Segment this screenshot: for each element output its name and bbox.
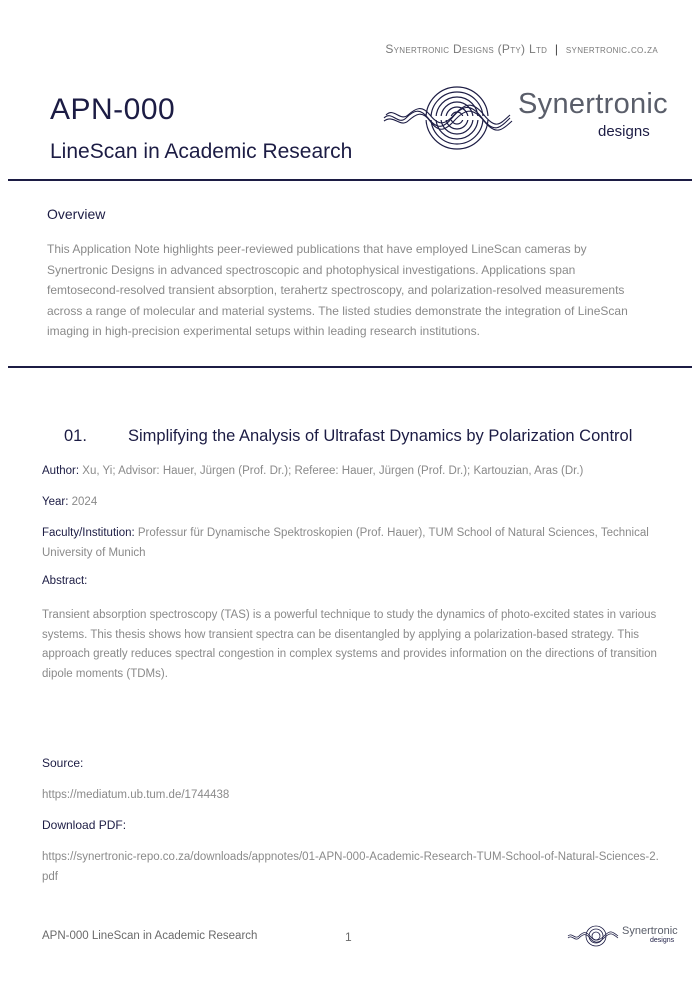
author-value: Xu, Yi; Advisor: Hauer, Jürgen (Prof. Dr.); Referee: Hauer, Jürgen (Prof. Dr.); Kartouzian, Aras (Dr.) — [82, 465, 584, 477]
doc-title: LineScan in Academic Research — [50, 140, 353, 163]
doc-code: APN-000 — [50, 93, 176, 126]
footer-doc-title: APN-000 LineScan in Academic Research — [42, 930, 258, 942]
entry-title: Simplifying the Analysis of Ultrafast Dynamics by Polarization Control — [128, 427, 633, 445]
faculty-field — [42, 524, 662, 563]
source-label: Source: — [42, 756, 84, 770]
download-pdf-label: Download PDF: — [42, 818, 127, 832]
company-name: Synertronic Designs (Pty) Ltd — [385, 42, 548, 56]
footer-logo — [566, 922, 676, 952]
overview-heading: Overview — [47, 206, 106, 222]
company-line — [385, 42, 658, 56]
abstract-label: Abstract: — [42, 575, 88, 587]
year-label: Year: — [42, 496, 69, 508]
entry-heading — [64, 427, 632, 446]
entry-number: 01. — [64, 427, 87, 445]
overview-divider — [8, 366, 692, 368]
author-label: Author: — [42, 465, 80, 477]
year-value: 2024 — [71, 496, 98, 508]
logo-wordmark: Synertronic — [518, 88, 668, 120]
footer-logo-subtitle: designs — [650, 937, 675, 944]
company-website-link[interactable]: synertronic.co.za — [565, 42, 658, 56]
faculty-value: Professur für Dynamische Spektroskopien (Prof. Hauer), TUM School of Natural Sciences, Technical University of Munich — [42, 527, 649, 559]
author-field — [42, 462, 583, 482]
abstract-text: Transient absorption spectroscopy (TAS) is a powerful technique to study the dynamics of photo-excited states in various systems. This thesis shows how transient spectra can be disentangled by applying a polarization-based strategy. This approach greatly reduces spectral congestion in complex systems and provides information on the directions of transition dipole moments (TDMs). — [42, 609, 657, 680]
header-separator: | — [554, 42, 559, 56]
logo-subtitle: designs — [598, 123, 650, 140]
footer-logo-wordmark: Synertronic — [622, 925, 678, 937]
page-number: 1 — [345, 930, 352, 944]
year-field — [42, 493, 97, 513]
download-pdf-link[interactable]: https://synertronic-repo.co.za/downloads/appnotes/01-APN-000-Academic-Research-TUM-School-of-Natural-Sciences-2.pdf — [42, 851, 659, 883]
company-logo — [382, 80, 672, 160]
source-link[interactable]: https://mediatum.ub.tum.de/1744438 — [42, 789, 230, 801]
footer-waveform-logo-icon — [566, 922, 620, 952]
faculty-label: Faculty/Institution: — [42, 527, 135, 539]
overview-text: This Application Note highlights peer-reviewed publications that have employed LineScan cameras by Synertronic Designs in advanced spectroscopic and photophysical investigations. Applications span femtosecond-resolved transient absorption, terahertz spectroscopy, and polarization-resolved measurements across a range of molecular and material systems. The listed studies demonstrate the integration of LineScan imaging in high-precision experimental setups within leading research institutions. — [47, 242, 628, 339]
header-divider — [8, 179, 692, 181]
waveform-spiral-logo-icon — [382, 80, 517, 160]
